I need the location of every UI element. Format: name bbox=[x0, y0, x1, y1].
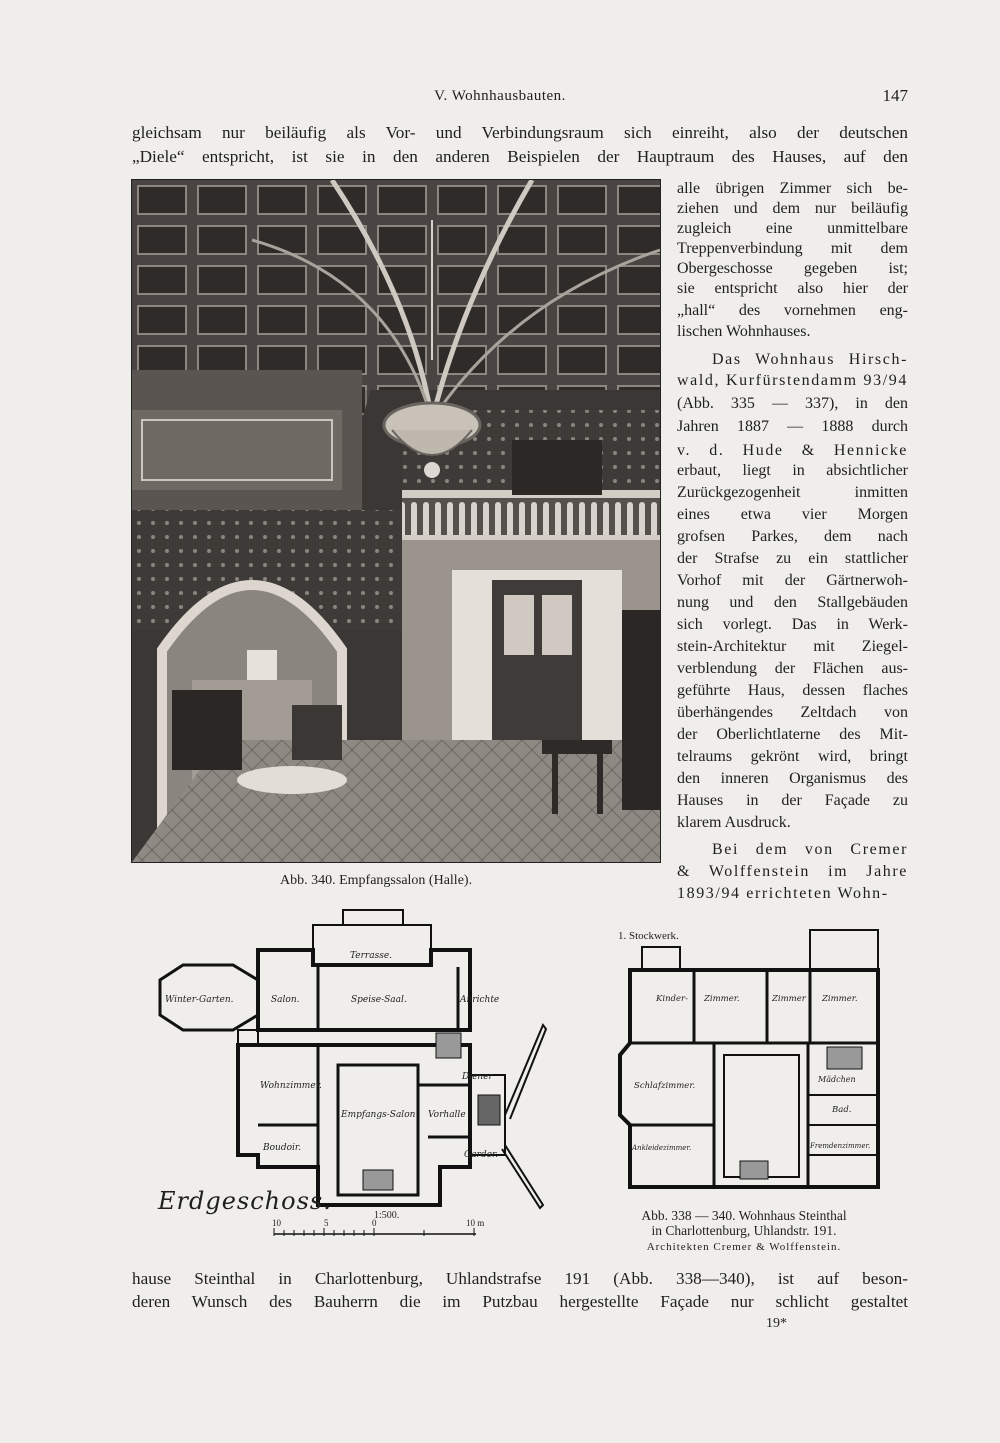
column-line: der Strafse zu ein stattlicher bbox=[677, 550, 908, 567]
ground-plan-title: Erdgeschoss. bbox=[158, 1187, 332, 1215]
column-line: grofsen Parkes, dem nach bbox=[677, 528, 908, 545]
column-line: Vorhof mit der Gärtnerwoh- bbox=[677, 572, 908, 589]
column-line: überhängendes Zeltdach von bbox=[677, 704, 908, 721]
column-line: Obergeschosse gegeben ist; bbox=[677, 260, 908, 277]
room-label-terrasse: Terrasse. bbox=[350, 951, 393, 961]
plan-scale-ratio: 1:500. bbox=[374, 1210, 400, 1221]
column-line: Bei dem von Cremer bbox=[712, 841, 908, 858]
room-label-winter-garten: Winter-Garten. bbox=[165, 995, 234, 1005]
room-label-zimmer: Zimmer bbox=[772, 994, 806, 1004]
room-label-boudoir: Boudoir. bbox=[263, 1143, 302, 1153]
scale-tick-label: 10 m bbox=[466, 1218, 485, 1228]
column-line: klarem Ausdruck. bbox=[677, 814, 791, 831]
column-line: „hall“ des vornehmen eng- bbox=[677, 302, 908, 319]
column-line: Jahren 1887 — 1888 durch bbox=[677, 418, 908, 435]
column-line: & Wolffenstein im Jahre bbox=[677, 863, 908, 880]
column-line: Das Wohnhaus Hirsch- bbox=[712, 351, 908, 368]
scale-bar bbox=[270, 1220, 486, 1240]
column-line: 1893/94 errichteten Wohn- bbox=[677, 885, 889, 902]
upper-floor-plan bbox=[612, 925, 882, 1210]
room-label-bad: Bad. bbox=[832, 1105, 852, 1115]
room-label-kinder-zimmer: Kinder- bbox=[656, 994, 688, 1004]
body-line: gleichsam nur beiläufig als Vor- und Verbindungsraum sich einreiht, also der deutschen bbox=[132, 123, 908, 142]
scale-tick-label: 5 bbox=[324, 1218, 329, 1228]
upper-plan-title: 1. Stockwerk. bbox=[618, 930, 679, 942]
room-label-anrichte: Anrichte bbox=[460, 995, 500, 1005]
room-label-ankleidezimmer: Ankleidezimmer. bbox=[632, 1144, 692, 1152]
empfangssalon-photograph bbox=[131, 179, 661, 863]
column-line: ziehen und dem nur beiläufig bbox=[677, 200, 908, 217]
column-line: lischen Wohnhauses. bbox=[677, 323, 811, 340]
room-label-vorhalle: Vorhalle bbox=[428, 1110, 466, 1120]
room-label-empfangs-salon: Empfangs-Salon bbox=[341, 1110, 416, 1120]
photo-caption: Abb. 340. Empfangssalon (Halle). bbox=[280, 873, 473, 888]
column-line: zugleich eine unmittelbare bbox=[677, 220, 908, 237]
running-head: V. Wohnhausbauten. bbox=[434, 88, 566, 104]
column-line: verblendung der Flächen aus- bbox=[677, 660, 908, 677]
column-line: geführte Haus, dessen flaches bbox=[677, 682, 908, 699]
column-line: wald, Kurfürstendamm 93/94 bbox=[677, 372, 908, 389]
body-line: deren Wunsch des Bauherrn die im Putzbau hergestellte Façade nur schlicht gestaltet bbox=[132, 1292, 908, 1311]
column-line: erbaut, liegt in absichtlicher bbox=[677, 462, 908, 479]
plan-caption-line: in Charlottenburg, Uhlandstr. 191. bbox=[651, 1223, 837, 1238]
room-label-zimmer: Zimmer. bbox=[822, 994, 858, 1004]
room-label-schlafzimmer: Schlafzimmer. bbox=[634, 1081, 696, 1091]
column-line: eines etwa vier Morgen bbox=[677, 506, 908, 523]
column-line: stein-Architektur mit Ziegel- bbox=[677, 638, 908, 655]
column-line: (Abb. 335 — 337), in den bbox=[677, 395, 908, 412]
room-label-speise-saal: Speise-Saal. bbox=[351, 995, 407, 1005]
column-line: nung und den Stallgebäuden bbox=[677, 594, 908, 611]
plan-caption-line: Architekten Cremer & Wolffenstein. bbox=[646, 1241, 842, 1253]
room-label-diener: Diener bbox=[462, 1072, 493, 1082]
column-line: telraums gekrönt wird, bringt bbox=[677, 748, 908, 765]
column-line: v. d. Hude & Hennicke bbox=[677, 442, 908, 459]
column-line: der Oberlichtlaterne des Mit- bbox=[677, 726, 908, 743]
room-label-maedchen: Mädchen bbox=[818, 1075, 856, 1084]
column-line: Zurückgezogenheit inmitten bbox=[677, 484, 908, 501]
room-label-fremdenzimmer: Fremdenzimmer. bbox=[810, 1142, 871, 1150]
column-line: sie entspricht also hier der bbox=[677, 280, 908, 297]
scale-tick-label: 10 bbox=[272, 1218, 281, 1228]
signature-mark: 19* bbox=[766, 1316, 787, 1331]
plan-caption-line: Abb. 338 — 340. Wohnhaus Steinthal bbox=[641, 1208, 847, 1223]
room-label-garderobe: Garder. bbox=[464, 1150, 499, 1160]
page-number: 147 bbox=[882, 86, 908, 105]
room-label-salon: Salon. bbox=[271, 995, 300, 1005]
column-line: sich vorlegt. Das in Werk- bbox=[677, 616, 908, 633]
body-line: „Diele“ entspricht, ist sie in den anderen Beispielen der Hauptraum des Hauses, auf den bbox=[132, 147, 908, 166]
room-label-kinder-zimmer: Zimmer. bbox=[704, 994, 740, 1004]
column-line: den inneren Organismus des bbox=[677, 770, 908, 787]
column-line: alle übrigen Zimmer sich be- bbox=[677, 180, 908, 197]
column-line: Hauses in der Façade zu bbox=[677, 792, 908, 809]
column-line: Treppenverbindung mit dem bbox=[677, 240, 908, 257]
scale-tick-label: 0 bbox=[372, 1218, 377, 1228]
body-line: hause Steinthal in Charlottenburg, Uhlandstrafse 191 (Abb. 338—340), ist auf beson- bbox=[132, 1269, 908, 1288]
room-label-wohnzimmer: Wohnzimmer. bbox=[260, 1081, 322, 1091]
